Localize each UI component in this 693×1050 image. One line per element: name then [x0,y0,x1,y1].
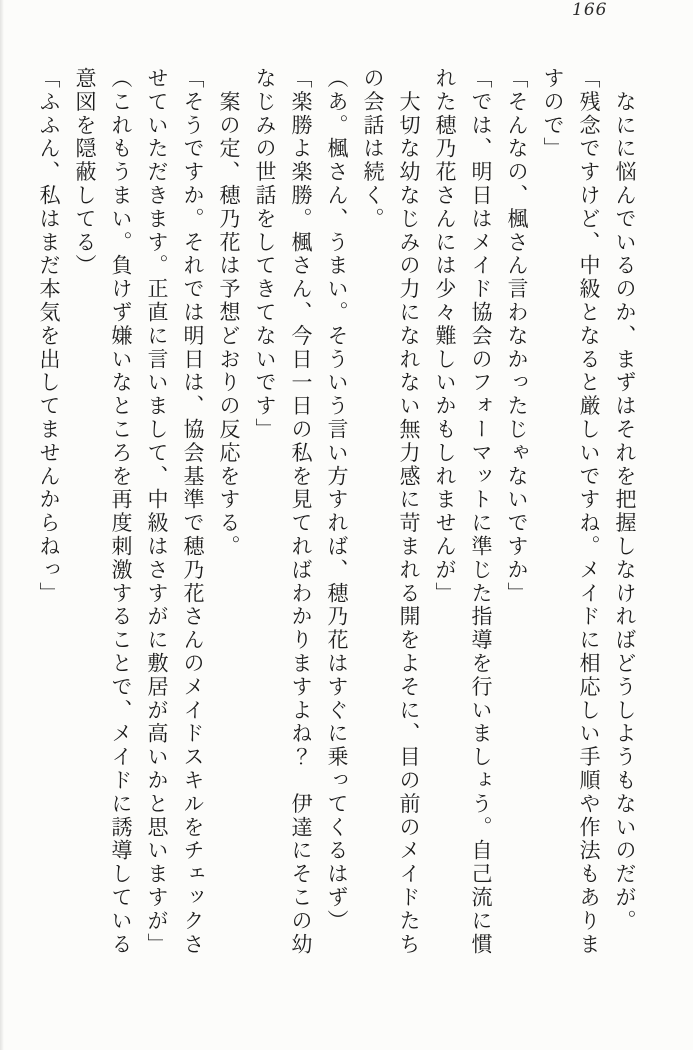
text-line: の会話は続く。 [361,67,385,231]
text-line: 「そうですか。それでは明日は、協会基準で穂乃花さんのメイドスキルをチェックさ [181,67,205,957]
text-line: なじみの世話をしてきてないです」 [253,67,277,442]
text-line: すので」 [541,67,565,161]
text-line: 「楽勝よ楽勝。楓さん、今日一日の私を見てればわかりますよね？ 伊達にそこの幼 [289,67,313,957]
text-line: れた穂乃花さんには少々難しいかもしれませんが」 [433,67,457,606]
text-line: 大切な幼なじみの力になれない無力感に苛まれる開をよそに、目の前のメイドたち [397,67,421,957]
text-columns [31,67,643,969]
text-line: 意図を隠蔽してる） [73,67,97,278]
text-line: 「残念ですけど、中級となると厳しいですね。メイドに相応しい手順や作法もありま [577,67,601,957]
page-number: 166 [572,0,608,20]
text-line: 「では、明日はメイド協会のフォーマットに準じた指導を行いましょう。自己流に慣 [469,67,493,957]
text-line: なにに悩んでいるのか、まずはそれを把握しなければどうしようもないのだが。 [613,67,637,933]
text-line: （これもうまい。負けず嫌いなところを再度刺激することで、メイドに誘導している [109,67,133,957]
scan-gutter-shade [0,0,4,1050]
text-line: せていただきます。正直に言いまして、中級はさすがに敷居が高いかと思いますが」 [145,67,169,957]
text-line: 「ふふん、私はまだ本気を出してませんからねっ」 [37,67,61,606]
text-line: （あ。楓さん、うまい。そういう言い方すれば、穂乃花はすぐに乗ってくるはず） [325,67,349,933]
text-line: 案の定、穂乃花は予想どおりの反応をする。 [217,67,241,559]
text-line: 「そんなの、楓さん言わなかったじゃないですか」 [505,67,529,606]
